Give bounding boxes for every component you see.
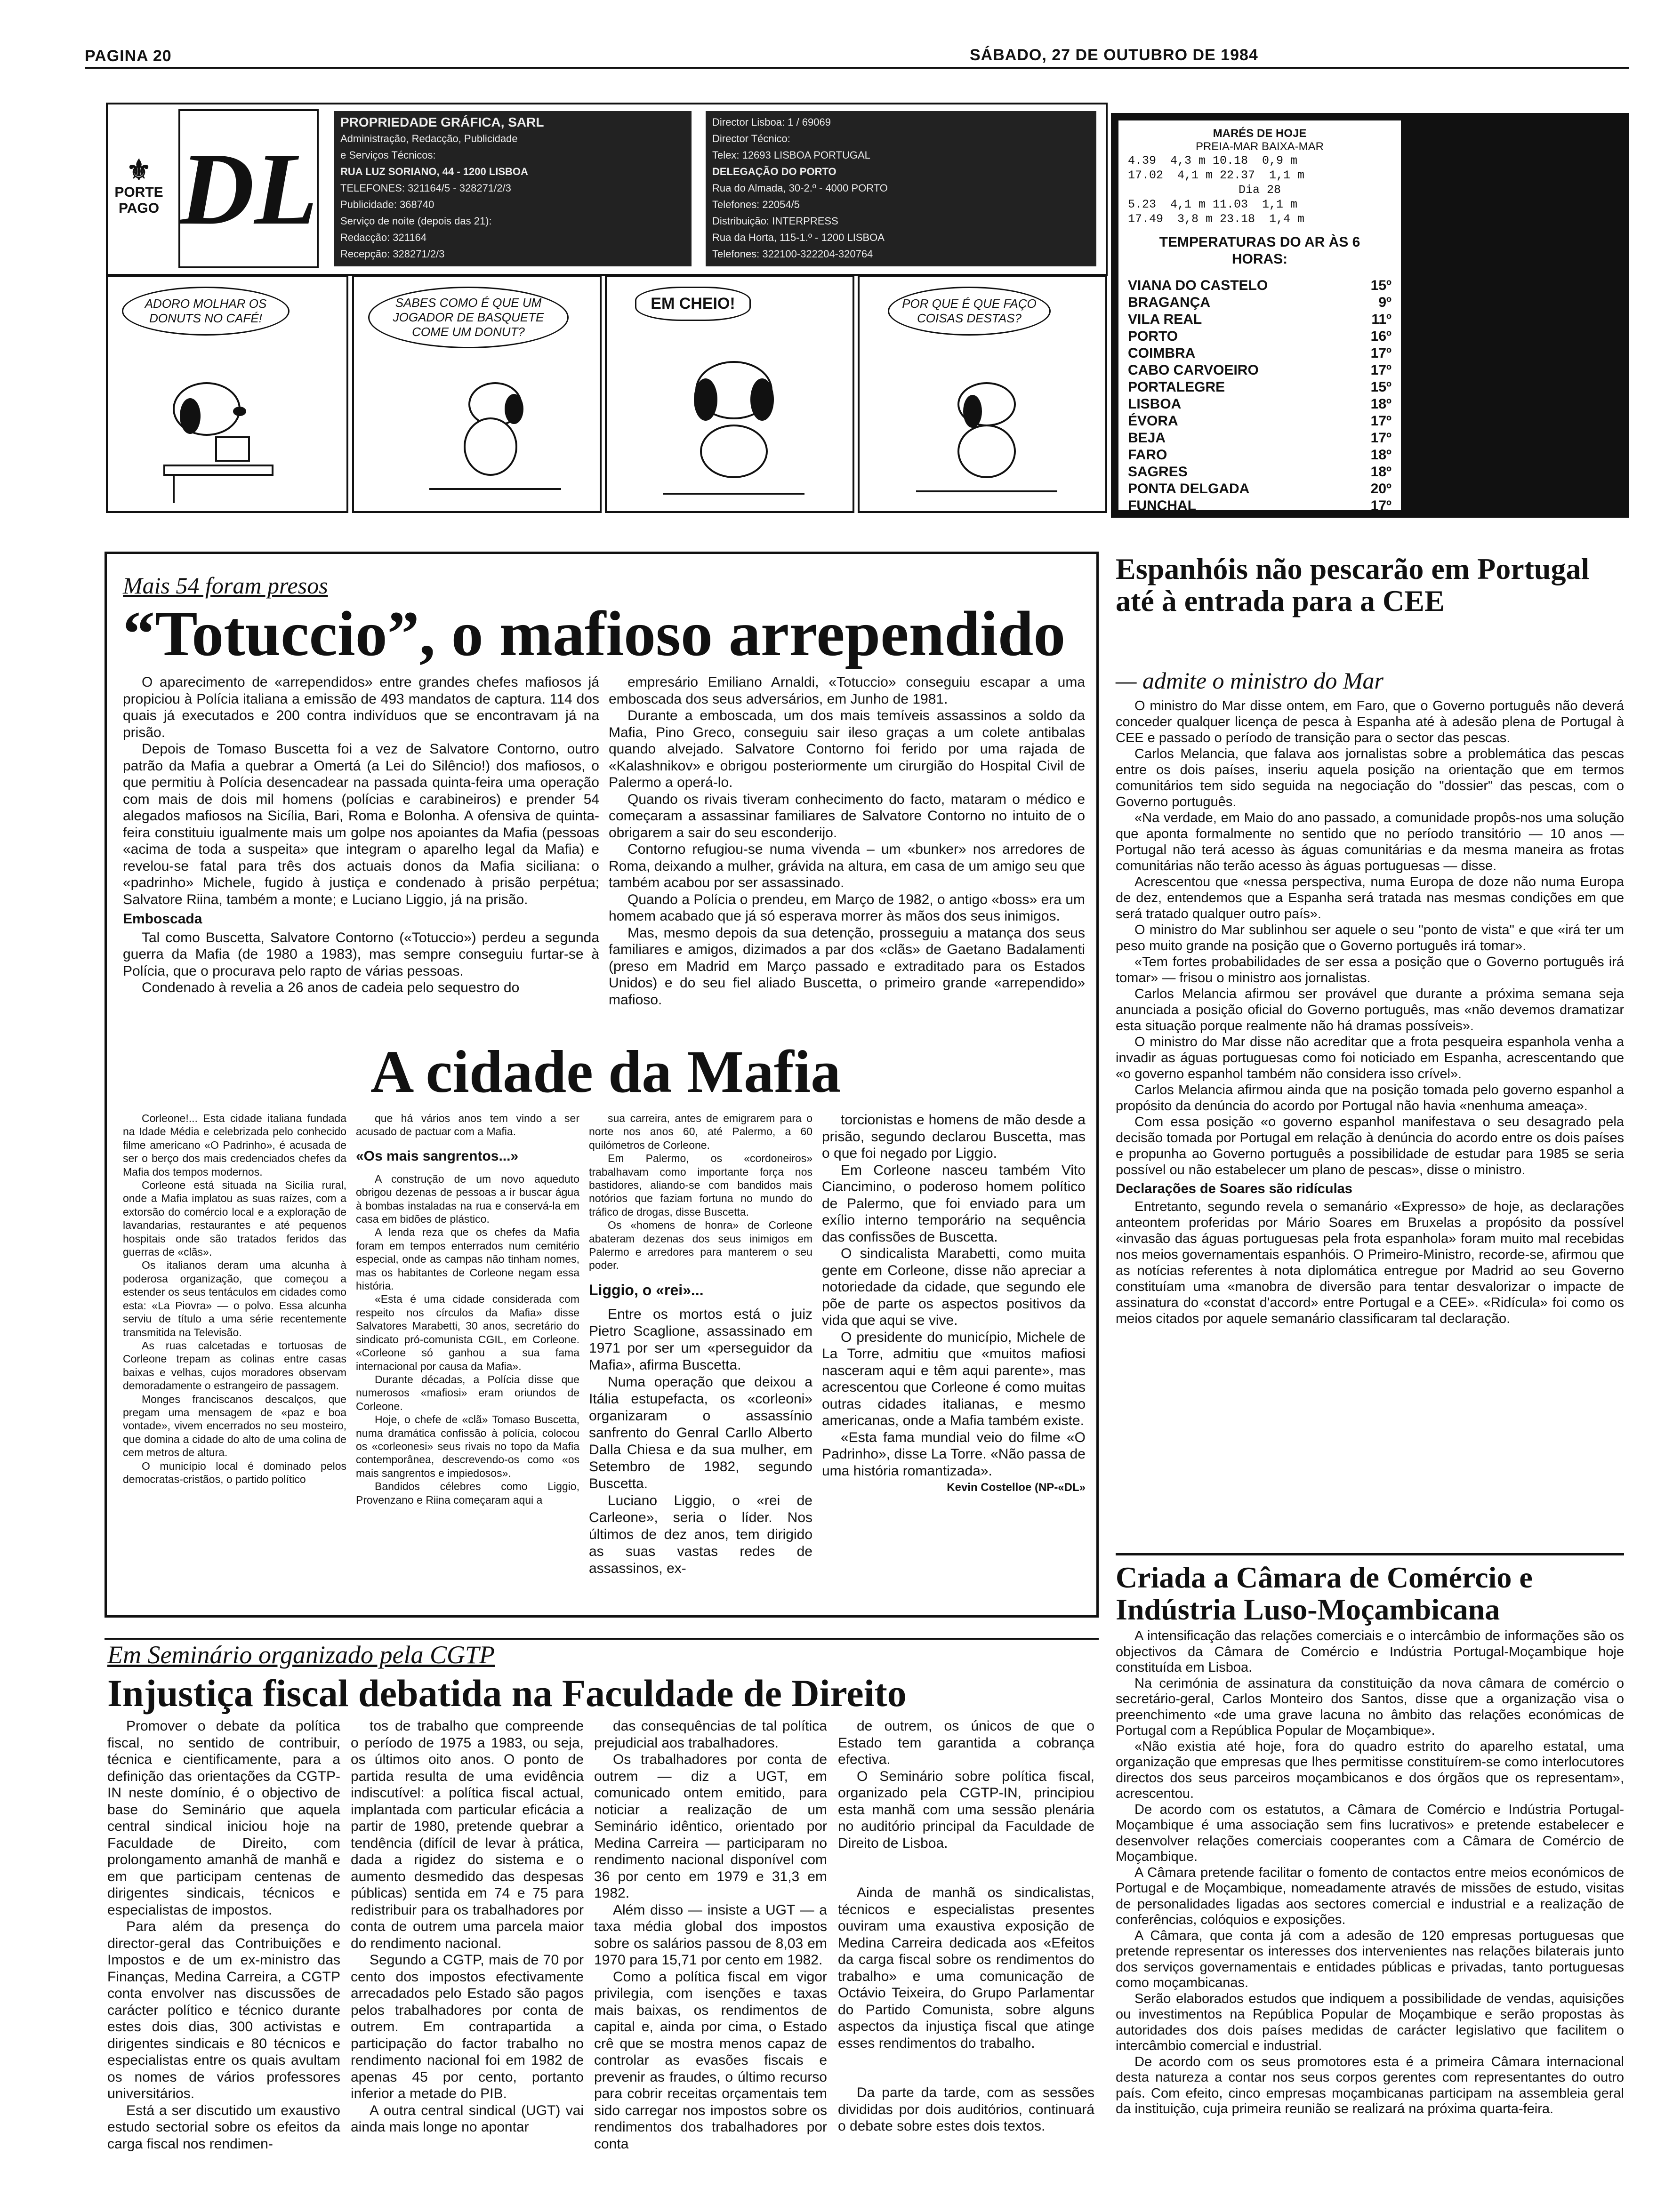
comic-panel-1 [106,275,348,513]
tide-row: 17.02 4,1 m 22.37 1,1 m [1128,168,1305,182]
cidade-col-3: sua carreira, antes de emigrarem para o norte nos anos 60, até Palermo, a 60 quilómetros de Corleone. Em Palermo, os «cordoneiros» trabalhavam como importante força nos bastidores, aliando-se com bandidos mais notórios que faziam fortuna no mundo do tráfico de drogas, disse Buscetta. Os «homens de honra» de Corleone abateram dezenas dos seus inimigos em Palermo e arredores para manterem o seu poder. Liggio, o «rei»... Entre os mortos está o juiz Pietro Scaglione, assassinado em 1971 por ser um «perseguidor da Mafia», afirma Buscetta. Numa operação que deixou a Itália estupefacta, os «corleoni» organizaram o assassínio sanfrento do Genral Carllo Alberto Dalla Chiesa e da sua mulher, em Setembro de 1982, segundo Buscetta. Luciano Liggio, o «rei de Carleone», seria o líder. Nos últimos de dez anos, tem dirigido as suas vastas redes de assassinos, ex- [589,1112,812,1576]
weather-panel [1118,120,1401,513]
temp-row: FUNCHAL 17º [1128,498,1392,513]
temp-row: ÉVORA 17º [1128,413,1392,429]
espanhois-kicker: — admite o ministro do Mar [1116,667,1384,694]
speech-bubble: ADORO MOLHAR OS DONUTS NO CAFÉ! [122,287,290,336]
cidade-col-1: Corleone!... Esta cidade italiana fundada na Idade Média e celebrizada pelo conhecido filme americano «O Padrinho», é acusada de ser o berço dos mais credenciados chefes da Mafia dos tempos modernos. Corleone está situada na Sicília rural, onde a Mafia implatou as suas raízes, com a extorsão do comércio local e a exploração de lavandarias, restaurantes e até pequenos hospitais onde são tratados feridos das guerras de «clãs». Os italianos deram uma alcunha à poderosa organização, que começou a estender os seus tentáculos em cidades como esta: «La Piovra» — o polvo. Essa alcunha serviu de título a uma série recentemente transmitida na Televisão. As ruas calcetadas e tortuosas de Corleone trepam as colinas entre casas baixas e velhas, cujos moradores observam demoradamente o estrangeiro de passagem. Monges franciscanos descalços, que pregam uma mensagem de «paz e boa vontade», vivem encerrados no seu mosteiro, que domina a cidade do alto de uma colina de cem metros de altura. O município local é dominado pelos democratas-cristãos, o partido político [123,1112,346,1485]
temp-row: BRAGANÇA 9º [1128,295,1392,310]
mafia-col-1: O aparecimento de «arrependidos» entre grandes chefes mafiosos já propiciou à Polícia italiana a emissão de 493 mandatos de captura. 114 dos quais já executados e 200 contra indivíduos que se encontravam já na prisão. Depois de Tomaso Buscetta foi a vez de Salvatore Contorno, outro patrão da Mafia a quebrar a Omertá (a Lei do Silêncio!) dos mafiosos, o que permitiu à Polícia desencadear na passada quinta-feira uma operação com mais de dois mil homens (polícias e carabineiros) e prender 54 alegados mafiosos na Sicília, Bari, Roma e Bolonha. A ofensiva de quinta-feira constituiu igualmente mais um golpe nos apoiantes da Mafia (pessoas «acima de toda a suspeita» que integram o aparelho legal da Mafia) e revelou-se fatal para três dos actuais donos da Mafia siciliana: o «padrinho» Michele, fugido à justiça e condenado à prisão perpétua; Salvatore Riina, também a monte; e Luciano Liggio, já na prisão. Emboscada Tal como Buscetta, Salvatore Contorno («Totuccio») perdeu a segunda guerra da Mafia (de 1980 a 1983), mas sempre conseguiu furtar-se à Polícia, que o procurava pelo rapto de várias pessoas. Condenado à revelia a 26 anos de cadeia pelo sequestro do [123,674,599,995]
comic-panel-2 [352,275,602,513]
crest-icon: ⚜ [126,154,152,186]
porte-pago-stamp: ⚜ PORTE PAGO [111,156,167,216]
tides-subtitle: PREIA-MAR BAIXA-MAR [1195,140,1324,153]
cidade-col-4: torcionistas e homens de mão desde a prisão, segundo declarou Buscetta, mas o que foi negado por Liggio. Em Corleone nasceu também Vito Ciancimino, o poderoso homem político de Palermo, que foi enviado para um exílio interno temporário na sequência das confissões de Buscetta. O sindicalista Marabetti, como muita gente em Corleone, disse não apreciar a notoriedade da cidade, que segundo ele põe de parte os aspectos positivos da vida que aqui se vive. O presidente do município, Michele de La Torre, admitiu que «muitos mafiosi nasceram aqui e têm aqui parente», mas acrescentou que Corleone é como muitas outras cidades italianas, e mesmo americanas, onde a Mafia também existe. «Esta fama mundial veio do filme «O Padrinho», disse La Torre. «Não passa de uma história romantizada». Kevin Costelloe (NP-«DL» [822,1112,1086,1496]
dl-logo: DL [178,109,319,268]
tide-row: 17.49 3,8 m 23.18 1,4 m [1128,212,1305,226]
masthead-info-left: PROPRIEDADE GRÁFICA, SARL Administração, Redacção, Publicidade e Serviços Técnicos: RUA LUZ SORIANO, 44 - 1200 LISBOA TELEFONES: 321164/5 - 328271/2/3 Publicidade: 368740 Serviço de noite (depois das 21): Redacção: 321164 Recepção: 328271/2/3 [334,111,692,266]
mafia-article-box [105,552,1099,1618]
tide-row: 4.39 4,3 m 10.18 0,9 m [1128,154,1298,168]
comic-panel-4 [858,275,1107,513]
cidade-col-2: que há vários anos tem vindo a ser acusado de pactuar com a Mafia. «Os mais sangrentos...» A construção de um novo aqueduto obrigou dezenas de pessoas a ir buscar água à bombas instaladas na rua e conservá-la em casa em bidões de plástico. A lenda reza que os chefes da Mafia foram em tempos enterrados num cemitério especial, onde as campas não tinham nomes, mas os habitantes de Corleone negam essa história. «Esta é uma cidade considerada com respeito nos círculos da Mafia» disse Salvatores Marabetti, 30 anos, secretário do sindicato pró-comunista CGIL, em Corleone. «Corleone só ganhou a sua fama internacional por causa da Mafia». Durante décadas, a Polícia disse que numerosos «mafiosi» eram oriundos de Corleone. Hoje, o chefe de «clã» Tomaso Buscetta, numa dramática confissão à polícia, colocou os «corleonesi» seus rivais no topo da Mafia contemporânea, descrevendo-os como «os mais sangrentos e impiedosos». Bandidos célebres como Liggio, Provenzano e Riina começaram aqui a [356,1112,579,1506]
tide-row: Dia 28 [1238,183,1281,197]
temp-row: PONTA DELGADA 20º [1128,481,1392,497]
speech-bubble: POR QUE É QUE FAÇO COISAS DESTAS? [888,287,1051,336]
header-rule [85,67,1629,69]
espanhois-body: O ministro do Mar disse ontem, em Faro, que o Governo português não deverá conceder qualquer licença de pesca à Espanha até à adesão plena de Portugal à CEE e passado o período de transição para o sector das pescas. Carlos Melancia, que falava aos jornalistas sobre a problemática das pescas entre os dois países, inseriu aquela posição na orientação que em termos comunitários tem sido seguida na negociação do "dossier" das pescas, com o Governo português. «Na verdade, em Maio do ano passado, a comunidade propôs-nos uma solução que aponta formalmente no sentido que no período transitório — 10 anos — Portugal não terá acesso às águas comunitárias e da mesma maneira as frotas comunitárias não terão acesso às águas portuguesas — disse. Acrescentou que «nessa perspectiva, numa Europa de doze não numa Europa de dez, entendemos que a Espanha será tratada nas mesmas condições em que será tratado qualquer outro país». O ministro do Mar sublinhou ser aquele o seu "ponto de vista" e que «irá ter um peso muito grande na posição que o Governo português irá tomar». «Tem fortes probabilidades de ser essa a posição que o Governo português irá tomar» — frisou o ministro aos jornalistas. Carlos Melancia afirmou ser provável que durante a próxima semana seja anunciada a posição oficial do Governo português, mas «não devemos dramatizar esta situação porque realmente não há dramas possíveis». O ministro do Mar disse não acreditar que a frota pesqueira espanhola venha a invadir as águas portuguesas como foi noticiado em Espanha, acrescentando que «o governo espanhol também não considera isso crível». Carlos Melancia afirmou ainda que na posição tomada pelo governo espanhol a propósito da denúncia do acordo por Portugal não havia «nenhuma ameaça». Com essa posição «o governo espanhol manifestava o seu desagrado pela decisão tomada por Portugal em relação à denúncia do acordo entre os dois países e propunha ao Governo português a possibilidade de estudar para 1985 se seria possível ou não estabelecer um plano de pescas», disse o ministro. Declarações de Soares são ridículas Entretanto, segundo revela o semanário «Expresso» de hoje, as declarações anteontem proferidas por Mário Soares em Bruxelas a propósito da possível «invasão das águas portuguesas pela frota espanhola» foram muito mal recebidas nos meios governamentais espanhóis. O Primeiro-Ministro, recorde-se, afirmou que as notícias referentes à nota diplomática entregue por Madrid ao seu Governo constituíam uma «manobra de diversão para tentar desvalorizar o impacte de assinatura do «constat d'accord» entre Portugal e a CEE». «Ridícula» foi como os meios citados por aquele semanário classificaram tal declaração. [1116,698,1624,1326]
temp-row: LISBOA 18º [1128,396,1392,412]
fiscal-col-4: de outrem, os únicos de que o Estado tem garantida a cobrança efectiva. O Seminário sobre política fiscal, organizado pela CGTP-IN, principiou esta manhã com uma sessão plenária no auditório principal da Faculdade de Direito de Lisboa. Ainda de manhã os sindicalistas, técnicos e especialistas presentes ouviram uma exaustiva exposição de Medina Carreira dedicada aos «Efeitos da carga fiscal sobre os rendimentos do trabalho» e uma comunicação de Octávio Teixeira, do Grupo Parlamentar do Partido Comunista, sobre alguns aspectos da injustiça fiscal que atinge esses rendimentos do trabalho. Da parte da tarde, com as sessões divididas por dois auditórios, continuará o debate sobre estes dois textos. [838,1718,1094,2134]
masthead [106,103,1108,276]
camara-headline: Criada a Câmara de Comércio e Indústria Luso-Moçambicana [1116,1561,1533,1626]
espanhois-headline: Espanhóis não pescarão em Portugal até à entrada para a CEE [1116,552,1590,617]
snoopy-icon [145,367,296,508]
subheading: Declarações de Soares são ridículas [1116,1181,1352,1196]
section-rule [105,1638,1099,1640]
byline: Kevin Costelloe (NP-«DL» [947,1481,1086,1494]
temp-row: PORTALEGRE 15º [1128,379,1392,395]
temp-row: FARO 18º [1128,447,1392,463]
speech-bubble: SABES COMO É QUE UM JOGADOR DE BASQUETE COME UM DONUT? [368,287,569,348]
camara-body: A intensificação das relações comerciais e o intercâmbio de informações são os objectivos da Câmara de Comércio e Indústria Portugal-Moçambique hoje constituída em Lisboa. Na cerimónia de assinatura da constituição da nova câmara de comércio o secretário-geral, Carlos Monteiro dos Santos, disse que a organização visa o preenchimento «de uma grave lacuna no âmbito das relações económicas de Portugal com a República Popular de Moçambique». «Não existia até hoje, fora do quadro estrito do aparelho estatal, uma organização que empresas que lhes permitisse constituírem-se como interlocutores directos dos seus parceiros moçambicanos e dos órgãos que os representam», acrescentou. De acordo com os estatutos, a Câmara de Comércio e Indústria Portugal-Moçambique é uma associação sem fins lucrativos» e pretende estabelecer e desenvolver relações comerciais cooperantes com a Câmara de Comércio de Moçambique. A Câmara pretende facilitar o fomento de contactos entre meios económicos de Portugal e de Moçambique, nomeadamente através de missões de estudo, visitas de personalidades ligadas aos sectores comercial e industrial e a realização de conferências, colóquios e exposições. A Câmara, que conta já com a adesão de 120 empresas portuguesas que pretende representar os interesses dos intervenientes nas relações bilaterais junto dos serviços governamentais e entidades públicas e privadas, tanto portuguesas como moçambicanas. Serão elaborados estudos que indiquem a possibilidade de vendas, aquisições ou investimentos na República Popular de Moçambique e serão propostas às autoridades dos dois países medidas de carácter legislativo que facilitem o intercâmbio comercial e industrial. De acordo com os seus promotores esta é a primeira Câmara internacional desta natureza a contar nos seus corpos gerentes com representantes do outro país. Com efeito, cinco empresas moçambicanas participam na assembleia geral da instituição, cuja primeira reunião se realizará na próxima quarta-feira. [1116,1628,1624,2116]
snoopy-icon [425,367,566,508]
comic-panel-3 [605,275,854,513]
temp-row: BEJA 17º [1128,430,1392,446]
page-date: SÁBADO, 27 DE OUTUBRO DE 1984 [970,46,1258,64]
section-rule [1116,1553,1624,1555]
tides-title: MARÉS DE HOJE [1213,127,1307,140]
fiscal-col-2: tos de trabalho que compreende o período de 1975 a 1983, ou seja, os últimos oito anos. O ponto de partida resulta de uma evidência indiscutível: a política fiscal actual, implantada com particular eficácia a partir de 1980, pretende quebrar a tendência (difícil de levar à prática, dada a rigidez do sistema e o aumento desmedido das despesas públicas) sentida em 74 e 75 para redistribuir para os trabalhadores por conta de outrem uma parcela maior do rendimento nacional. Segundo a CGTP, mais de 70 por cento dos impostos efectivamente arrecadados pelo Estado são pagos pelos trabalhadores por conta de outrem. Em contrapartida a participação do factor trabalho no rendimento nacional foi em 1982 de apenas 45 por cento, portanto inferior a metade do PIB. A outra central sindical (UGT) vai ainda mais longe no apontar [351,1718,584,2135]
cidade-headline: A cidade da Mafia [370,1038,841,1105]
subheading: Emboscada [123,911,202,927]
mafia-kicker: Mais 54 foram presos [123,572,328,599]
temp-row: VIANA DO CASTELO 15º [1128,278,1392,293]
fiscal-col-1: Promover o debate da política fiscal, no sentido de contribuir, técnica e cientificamente, para a definição das orientações da CGTP-IN neste domínio, é o objectivo de base do Seminário que aquela central sindical iniciou hoje na Faculdade de Direito, com prolongamento amanhã de manhã e em que participam centenas de dirigentes sindicais, técnicos e especialistas de impostos. Para além da presença do director-geral das Contribuições e Impostos e de um ex-ministro das Finanças, Medina Carreira, a CGTP conta envolver nas discussões de carácter político e técnico durante estes dois dias, 300 activistas e dirigentes sindicais e 80 técnicos e especialistas entre os quais avultam os nomes de vários professores universitários. Está a ser discutido um exaustivo estudo sectorial sobre os efeitos da carga fiscal nos rendimen- [107,1718,340,2152]
snoopy-icon [907,367,1067,508]
fiscal-headline: Injustiça fiscal debatida na Faculdade de Direito [107,1672,907,1715]
temp-row: PORTO 16º [1128,329,1392,344]
mafia-col-2: empresário Emiliano Arnaldi, «Totuccio» conseguiu escapar a uma emboscada dos seus adversários, em Junho de 1981. Durante a emboscada, um dos mais temíveis assassinos a soldo da Mafia, Pino Greco, conseguiu sair ileso graças a um colete antibalas quando alvejado. Salvatore Contorno foi ferido por uma rajada de «Kalashnikov» e obrigou posteriormente um cirurgião do Hospital Civil de Palermo a operá-lo. Quando os rivais tiveram conhecimento do facto, mataram o médico e começaram a assassinar familiares de Salvatore Contorno no intuito de o obrigarem a sair do seu esconderijo. Contorno refugiou-se numa vivenda – um «bunker» nos arredores de Roma, deixando a mulher, grávida na altura, em casa de um amigo seu que também acabou por ser assassinado. Quando a Polícia o prendeu, em Março de 1982, o antigo «boss» era um homem acabado que já só esperava morrer às mãos dos seus inimigos. Mas, mesmo depois da sua detenção, prosseguiu a matança dos seus familiares e amigos, dizimados a par dos «clãs» de Gaetano Badalamenti (preso em Madrid em Março passado e extraditado para os Estados Unidos) e do seu fiel aliado Buscetta, o primeiro grande «arrependido» mafioso. [609,674,1085,1008]
temp-row: CABO CARVOEIRO 17º [1128,362,1392,378]
page-number: PAGINA 20 [85,47,172,65]
weather-box [1111,113,1629,518]
masthead-info-right: Director Lisboa: 1 / 69069 Director Técnico: Telex: 12693 LISBOA PORTUGAL DELEGAÇÃO DO PORTO Rua do Almada, 30-2.º - 4000 PORTO Telefones: 22054/5 Distribuição: INTERPRESS Rua da Horta, 115-1.º - 1200 LISBOA Telefones: 322100-322204-320764 [706,111,1096,266]
snoopy-icon [654,338,814,508]
mafia-headline: “Totuccio”, o mafioso arrependido [123,599,1066,669]
temp-title: TEMPERATURAS DO AR ÀS 6 HORAS: [1159,234,1360,267]
speech-bubble: EM CHEIO! [635,287,751,321]
tide-row: 5.23 4,1 m 11.03 1,1 m [1128,198,1298,211]
temp-row: SAGRES 18º [1128,464,1392,480]
subheading: «Os mais sangrentos...» [356,1148,519,1164]
temp-row: VILA REAL 11º [1128,312,1392,327]
fiscal-kicker: Em Seminário organizado pela CGTP [107,1641,495,1669]
subheading: Liggio, o «rei»... [589,1281,704,1298]
temp-row: COIMBRA 17º [1128,345,1392,361]
fiscal-col-3: das consequências de tal política prejudicial aos trabalhadores. Os trabalhadores por conta de outrem — diz a UGT, em comunicado ontem emitido, para noticiar a realização de um Seminário idêntico, orientado por Medina Carreira — participaram no rendimento nacional disponível com 36 por cento em 1979 e 31,3 em 1982. Além disso — insiste a UGT — a taxa média global dos impostos sobre os salários passou de 8,03 em 1970 para 15,71 por cento em 1982. Como a política fiscal em vigor privilegia, com isenções e taxas mais baixas, os rendimentos de capital e, ainda por cima, o Estado crê que se mostra menos capaz de controlar as evasões fiscais e prevenir as fraudes, o último recurso para cobrir receitas orçamentais tem sido carregar nos impostos sobre os rendimentos dos trabalhadores por conta [594,1718,827,2152]
